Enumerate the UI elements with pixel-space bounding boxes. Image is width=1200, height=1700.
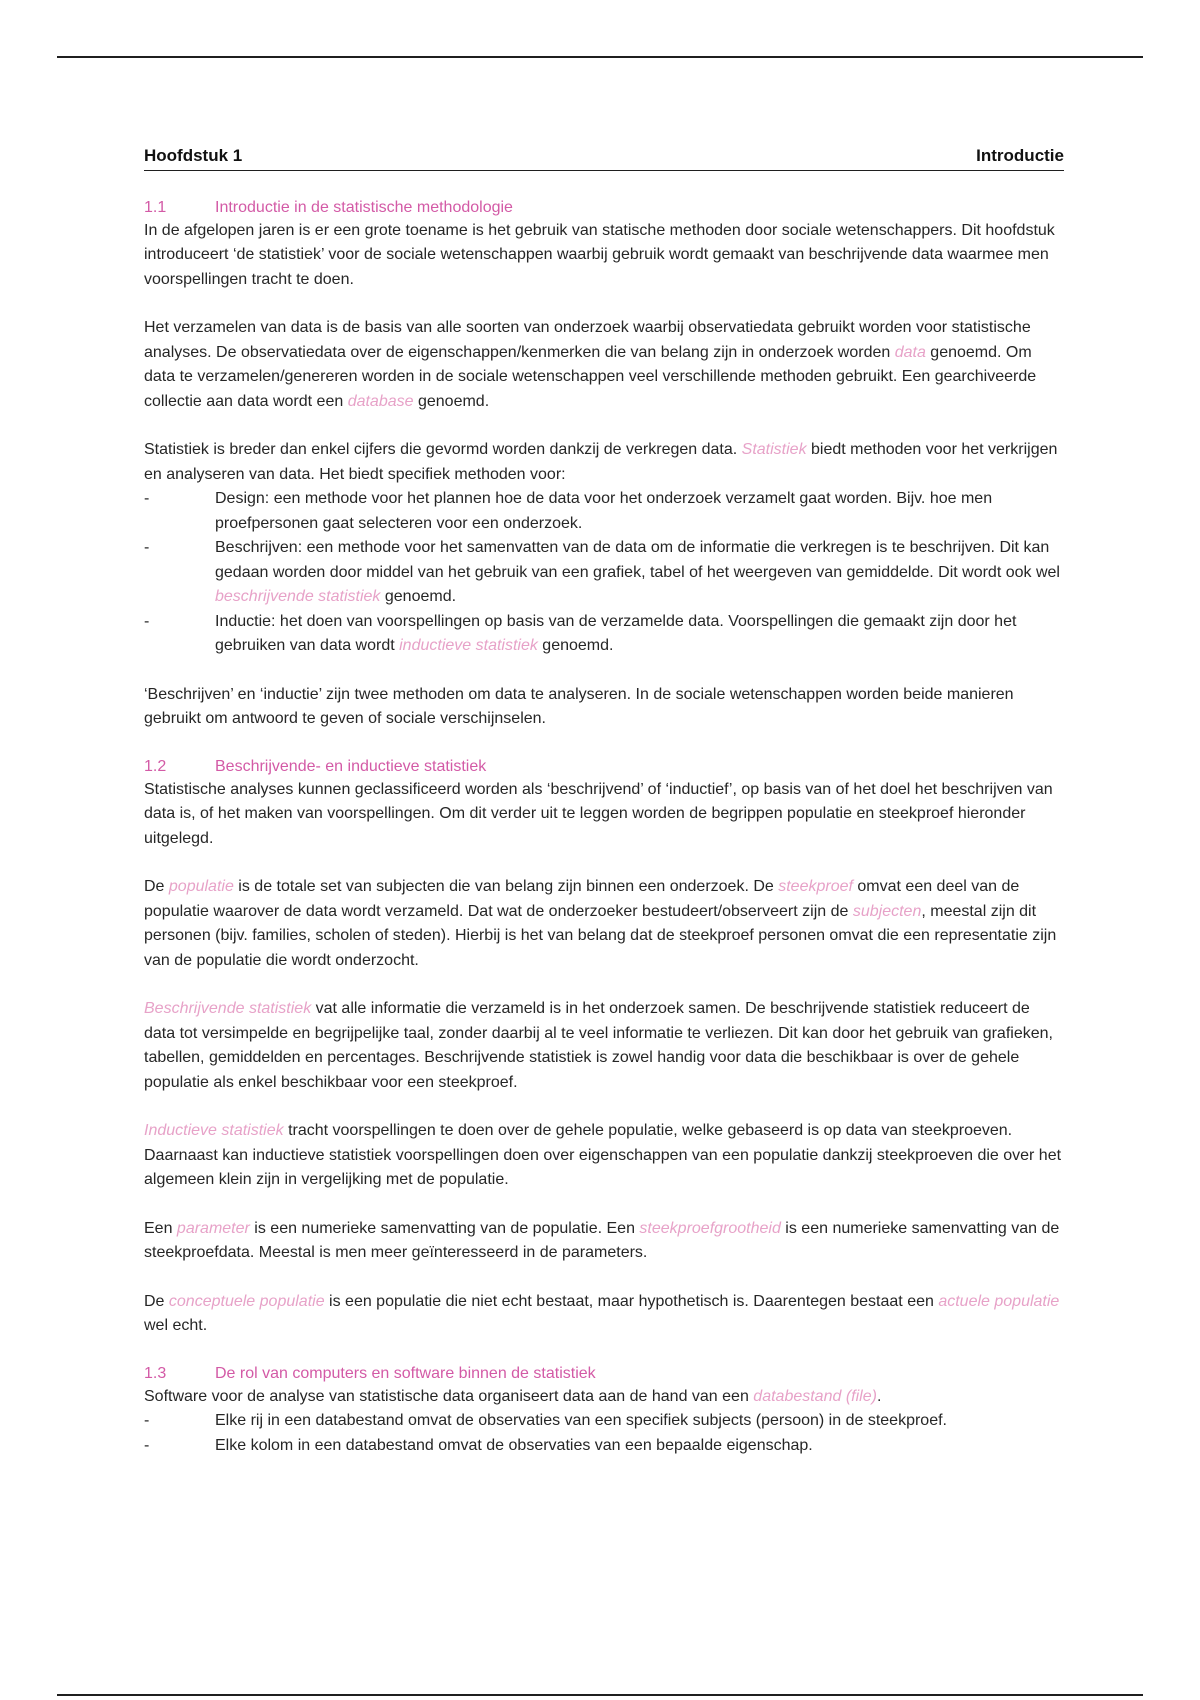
text-run: Statistiek is breder dan enkel cijfers die gevormd worden dankzij de verkregen data.	[144, 441, 742, 458]
term: conceptuele populatie	[168, 1292, 325, 1310]
bullet-dash: -	[144, 612, 150, 630]
section-title: Introductie in de statistische methodologie	[215, 198, 513, 216]
text-run: Inductie: het doen van voorspellingen op basis van de verzamelde data. Voorspellingen die gemaakt zijn door het gebruiken van data wordt	[215, 612, 1017, 654]
chapter-header	[144, 144, 1064, 171]
list-item	[144, 1434, 1064, 1459]
list-item-text: Elke rij in een databestand omvat de observaties van een specifiek subjects (persoon) in de steekproef.	[215, 1412, 947, 1429]
paragraph	[144, 1385, 1064, 1410]
term: steekproefgrootheid	[639, 1219, 781, 1237]
paragraph	[144, 875, 1064, 973]
paragraph	[144, 1119, 1064, 1193]
text-run: genoemd.	[380, 588, 457, 605]
paragraph	[144, 438, 1064, 487]
list-item	[144, 536, 1064, 610]
document-body	[144, 144, 1064, 1482]
text-run: is een populatie die niet echt bestaat, maar hypothetisch is. Daarentegen bestaat een	[324, 1292, 939, 1310]
text-run: Het verzamelen van data is de basis van alle soorten van onderzoek waarbij observatiedata gebruikt worden voor statistische analyses. De observatiedata over de eigenschappen/kenmerken die van belang zijn in onderzoek worden	[144, 319, 1031, 361]
text-run: Beschrijven: een methode voor het samenvatten van de data om de informatie die verkregen is te beschrijven. Dit kan gedaan worden door middel van het gebruik van een grafiek, tabel of het weergeven van gemiddelde. Dit wordt ook wel	[215, 539, 1060, 581]
text-run: , meestal zijn dit personen (bijv. families, scholen of steden). Hierbij is het van belang dat de steekproef personen omvat die een representatie zijn van de populatie die wordt onderzocht.	[144, 902, 1057, 969]
text-run: Software voor de analyse van statistische data organiseert data aan de hand van een	[144, 1387, 754, 1405]
list-item	[144, 610, 1064, 659]
term: data	[894, 343, 926, 361]
bullet-list	[144, 1409, 1064, 1458]
section-number: 1.3	[144, 1364, 167, 1382]
text-run: genoemd. Om data te verzamelen/genereren worden in de sociale wetenschappen veel verschillende methoden gebruikt. Een gearchiveerde collectie aan data wordt een	[144, 343, 1037, 410]
paragraph	[144, 997, 1064, 1095]
list-item-text	[215, 536, 1064, 610]
term: parameter	[176, 1219, 250, 1237]
term: Beschrijvende statistiek	[144, 1000, 312, 1017]
bottom-rule	[57, 1694, 1143, 1696]
term: steekproef	[778, 878, 853, 895]
list-item-text: Design: een methode voor het plannen hoe de data voor het onderzoek verzamelt gaat worden. Bijv. hoe men proefpersonen gaat selecteren voor een onderzoek.	[215, 490, 993, 532]
bullet-dash: -	[144, 539, 150, 556]
text-run: is de totale set van subjecten die van belang zijn binnen een onderzoek. De	[233, 878, 779, 895]
list-item	[144, 487, 1064, 536]
section-heading-1-1	[144, 197, 1064, 219]
term: databestand (file)	[753, 1387, 877, 1405]
text-run: genoemd.	[537, 637, 614, 654]
paragraph	[144, 316, 1064, 414]
bullet-dash: -	[144, 1436, 150, 1454]
section-heading-1-3	[144, 1363, 1064, 1385]
term: inductieve statistiek	[399, 637, 538, 654]
section-number: 1.2	[144, 757, 167, 775]
paragraph	[144, 1217, 1064, 1266]
text-run: .	[876, 1387, 882, 1405]
term: Statistiek	[741, 441, 807, 458]
top-rule	[57, 56, 1143, 58]
text-run: biedt methoden voor het verkrijgen en analyseren van data. Het biedt specifiek methoden voor:	[144, 441, 1058, 483]
chapter-label: Hoofdstuk 1	[144, 146, 243, 165]
text-run: omvat een deel van de populatie waarover de data wordt verzameld. Dat wat de onderzoeker bestudeert/observeert zijn de	[144, 878, 1020, 920]
bullet-list	[144, 487, 1064, 659]
text-run: De	[144, 1292, 169, 1310]
text-run: vat alle informatie die verzameld is in het onderzoek samen. De beschrijvende statistiek reduceert de data tot versimpelde en begrijpelijke taal, zonder daarbij al te veel informatie te verliezen. Dit kan door het gebruik van grafieken, tabellen, gemiddelden en percentages. Beschrijvende statistiek is zowel handig voor data die beschikbaar is over de gehele populatie als enkel beschikbaar voor een steekproef.	[144, 1000, 1053, 1091]
chapter-title: Introductie	[976, 146, 1064, 165]
text-run: De	[144, 878, 169, 895]
text-run: is een numerieke samenvatting van de steekproefdata. Meestal is men meer geïnteresseerd in de parameters.	[144, 1219, 1060, 1261]
paragraph	[144, 1290, 1064, 1339]
term: database	[347, 392, 414, 410]
paragraph: ‘Beschrijven’ en ‘inductie’ zijn twee methoden om data te analyseren. In de sociale wetenschappen worden beide manieren gebruikt om antwoord te geven of sociale verschijnselen.	[144, 685, 1014, 727]
term: Inductieve statistiek	[144, 1122, 284, 1139]
text-run: genoemd.	[413, 392, 490, 410]
term: subjecten	[852, 902, 922, 920]
term: populatie	[168, 878, 234, 895]
section-title: Beschrijvende- en inductieve statistiek	[215, 757, 487, 775]
list-item	[144, 1409, 1064, 1434]
list-item-text	[215, 610, 1064, 659]
paragraph: Statistische analyses kunnen geclassificeerd worden als ‘beschrijvend’ of ‘inductief’, op basis van of het doel het beschrijven van data is, of het maken van voorspellingen. Om dit verder uit te leggen worden de begrippen populatie en steekproef hieronder uitgelegd.	[144, 780, 1053, 847]
section-title: De rol van computers en software binnen de statistiek	[215, 1364, 596, 1382]
section-heading-1-2	[144, 756, 1064, 778]
text-run: Een	[144, 1219, 177, 1237]
term: beschrijvende statistiek	[215, 588, 381, 605]
term: actuele populatie	[938, 1292, 1060, 1310]
text-run: wel echt.	[144, 1317, 208, 1334]
bullet-dash: -	[144, 490, 150, 507]
bullet-dash: -	[144, 1412, 150, 1429]
text-run: tracht voorspellingen te doen over de gehele populatie, welke gebaseerd is op data van steekproeven. Daarnaast kan inductieve statistiek voorspellingen doen over eigenschappen van een populatie dankzij steekproeven die over het algemeen klein zijn in vergelijking met de populatie.	[144, 1122, 1062, 1188]
text-run: is een numerieke samenvatting van de populatie. Een	[249, 1219, 640, 1237]
list-item-text: Elke kolom in een databestand omvat de observaties van een bepaalde eigenschap.	[215, 1436, 813, 1454]
section-number: 1.1	[144, 198, 167, 216]
paragraph: In de afgelopen jaren is er een grote toename is het gebruik van statische methoden door sociale wetenschappers. Dit hoofdstuk introduceert ‘de statistiek’ voor de sociale wetenschappen waarbij gebruik wordt gemaakt van beschrijvende data waarmee men voorspellingen tracht te doen.	[144, 221, 1055, 288]
